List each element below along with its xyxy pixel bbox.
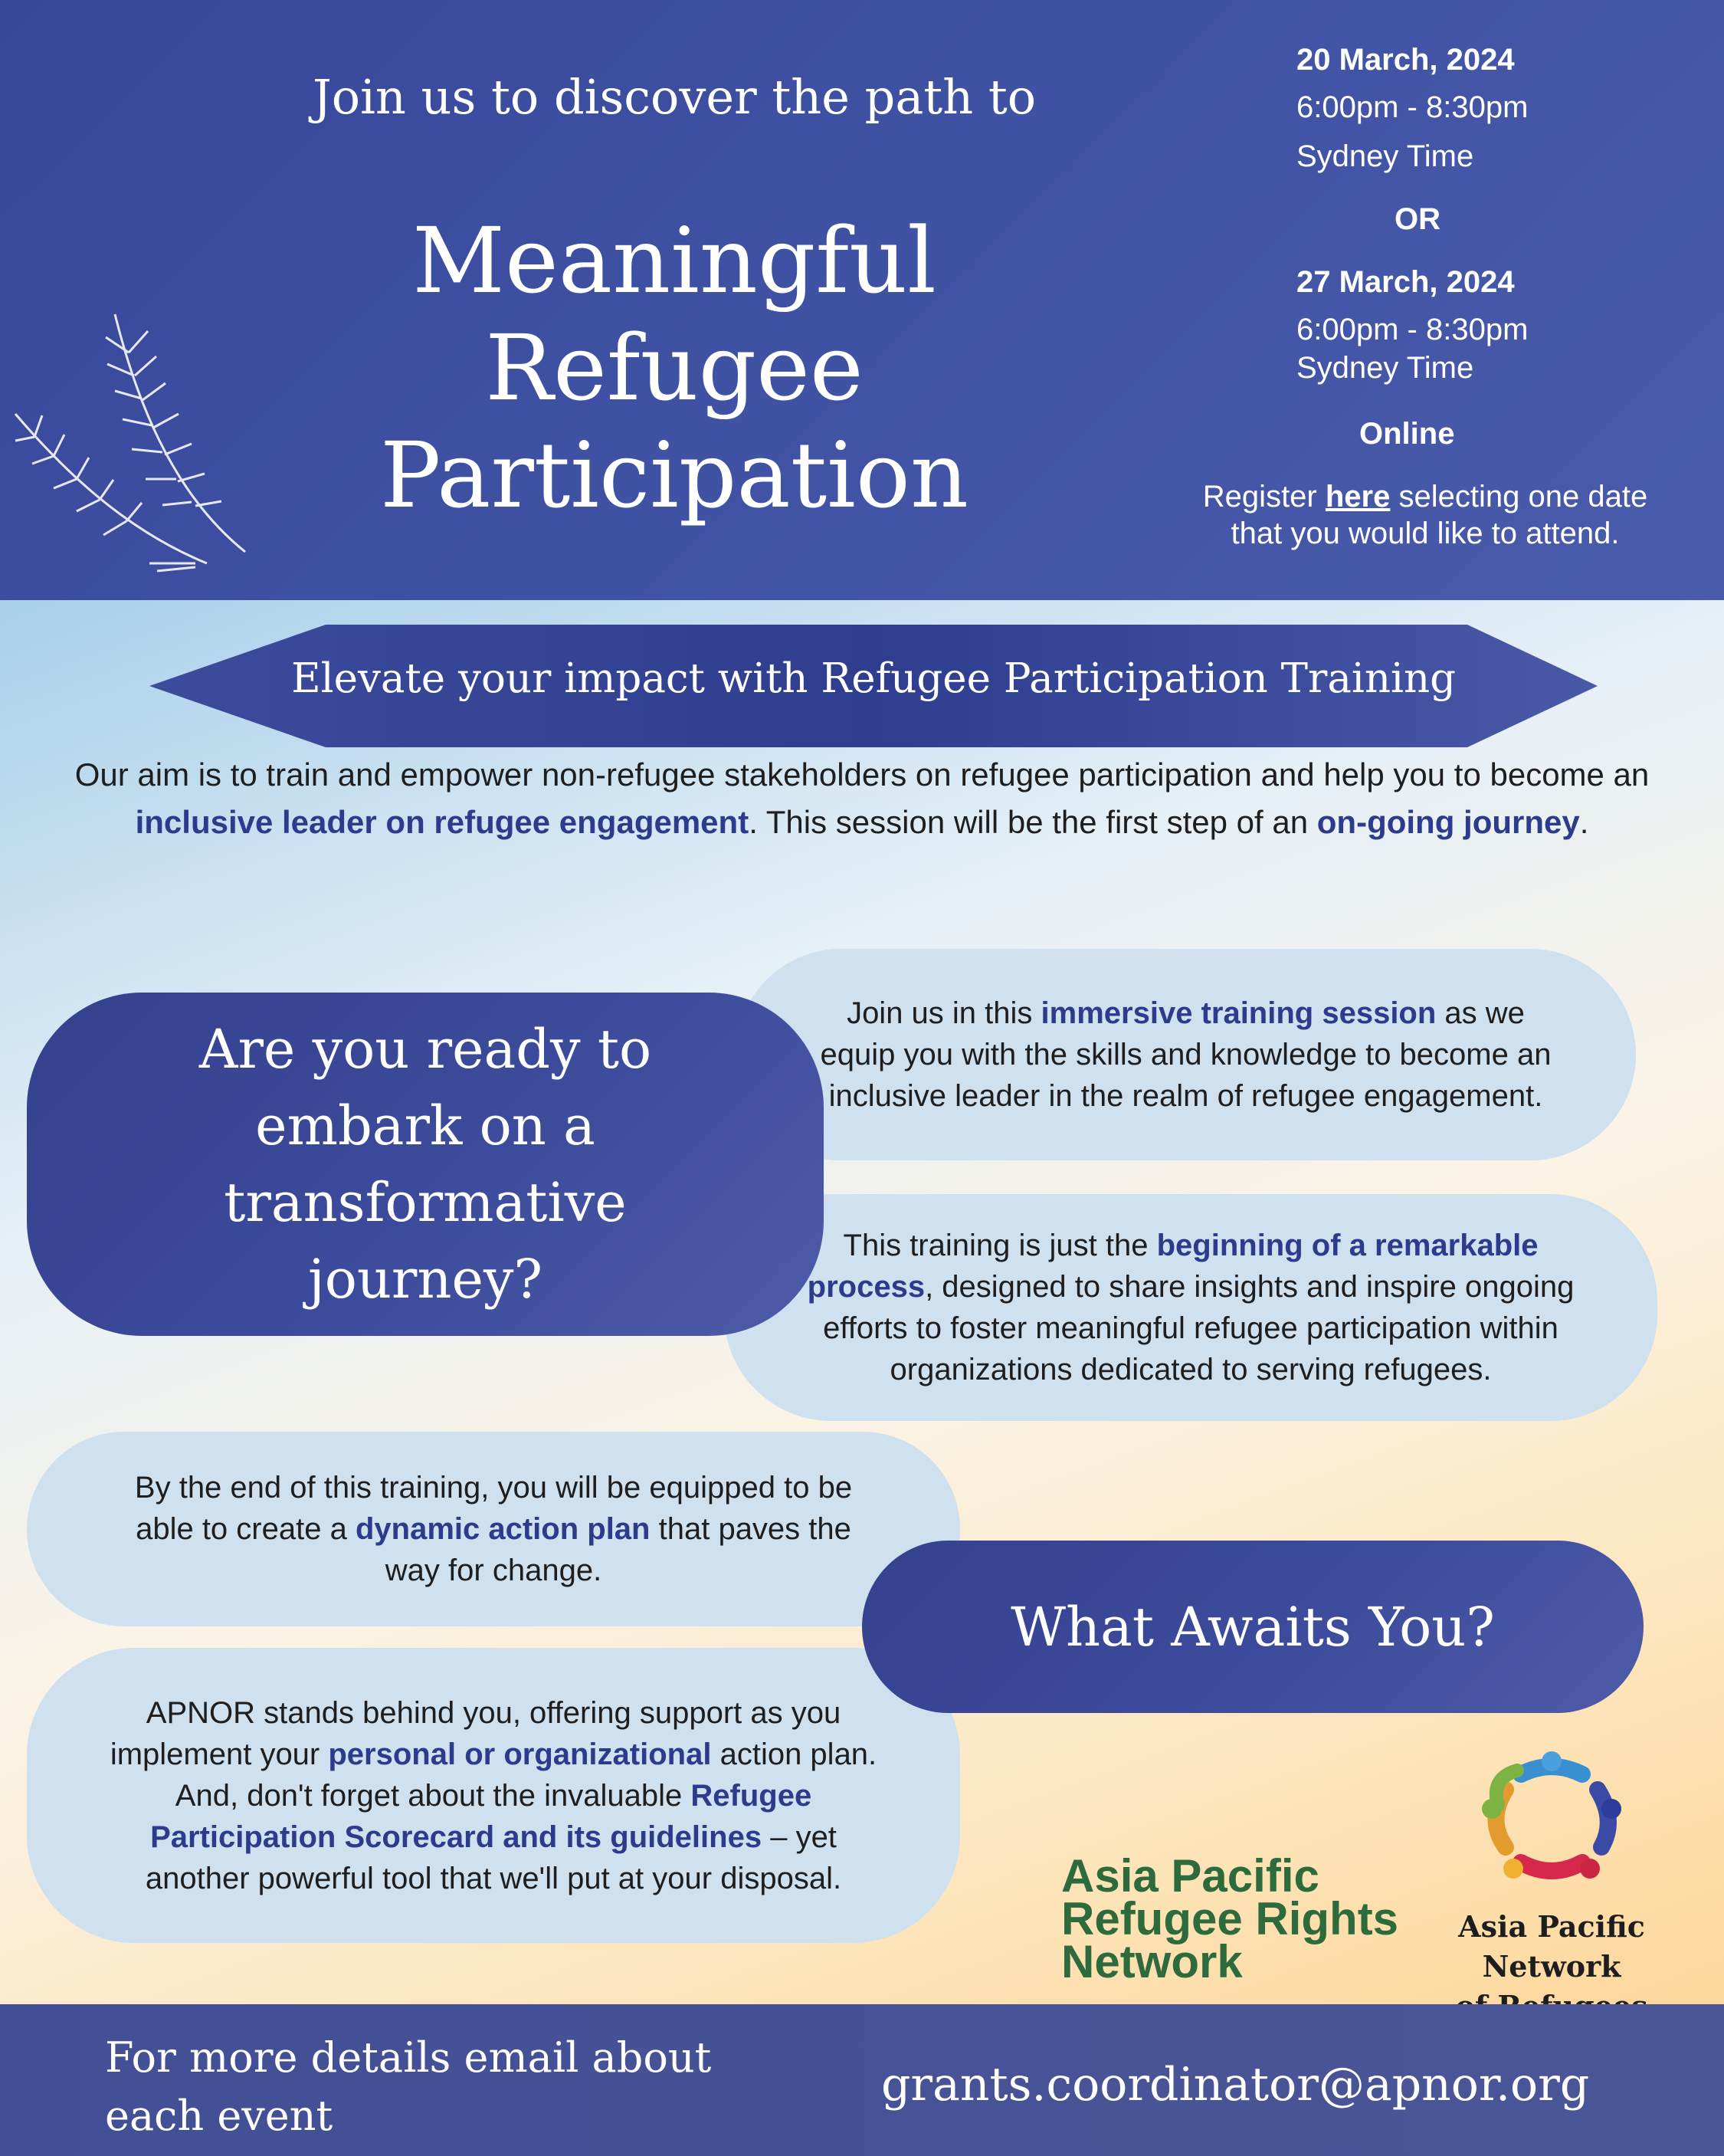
time-2: 6:00pm - 8:30pm xyxy=(1296,313,1529,346)
date-1: 20 March, 2024 xyxy=(1296,43,1515,77)
timezone-2: Sydney Time xyxy=(1296,351,1474,385)
title-line-2: Participation xyxy=(380,422,969,528)
aprrn-logo: Asia Pacific Refugee Rights Network xyxy=(1061,1850,1399,1987)
what-awaits-bubble xyxy=(862,1541,1644,1713)
question-text: Are you ready to embark on a transformative journey? xyxy=(198,1018,652,1311)
info-bubble-support: APNOR stands behind you, offering support as you implement your personal or organizational action plan. And, don't forget about the invaluable Refugee Participation Scorecard and its guidelines – yet another powerful tool that we'll put at your disposal. xyxy=(27,1648,960,1943)
banner-text: Elevate your impact with Refugee Participation Training xyxy=(290,655,1457,702)
date-2: 27 March, 2024 xyxy=(1296,265,1515,299)
apnor-logo-icon xyxy=(1475,1747,1628,1885)
timezone-1: Sydney Time xyxy=(1296,139,1474,173)
aim-paragraph: Our aim is to train and empower non-refugee stakeholders on refugee participation and help you to become an inclusive leader on refugee engagement. This session will be the first step of an on-going journey. xyxy=(74,756,1650,840)
info-bubble-action-plan: By the end of this training, you will be equipped to be able to create a dynamic action plan that paves the way for change. xyxy=(27,1432,960,1626)
or-separator: OR xyxy=(1395,202,1440,236)
info-bubble-immersive: Join us in this immersive training session as we equip you with the skills and knowledge to become an inclusive leader in the realm of refugee engagement. xyxy=(736,949,1636,1160)
register-link[interactable]: here xyxy=(1325,480,1391,514)
footer-text: For more details email about each event xyxy=(105,2033,712,2140)
page-title xyxy=(215,207,1134,529)
contact-email-link[interactable]: grants.coordinator@apnor.org xyxy=(881,2058,1590,2112)
header-section xyxy=(0,0,1724,600)
register-text: Register here selecting one date that you would like to attend. xyxy=(1202,480,1648,550)
footer-section xyxy=(0,2004,1724,2156)
info-bubble-beginning: This training is just the beginning of a remarkable process, designed to share insights and inspire ongoing efforts to foster meaningful refugee participation within organizations dedicated to serving refugees. xyxy=(724,1194,1657,1421)
what-awaits-text: What Awaits You? xyxy=(1011,1595,1495,1659)
title-line-1: Meaningful Refugee xyxy=(412,208,936,421)
time-1: 6:00pm - 8:30pm xyxy=(1296,90,1529,124)
apnor-logo-text: Asia Pacific Network xyxy=(1458,1909,1645,1984)
intro-text: Join us to discover the path to xyxy=(312,69,1037,125)
question-bubble xyxy=(27,993,824,1336)
event-mode: Online xyxy=(1359,417,1455,451)
